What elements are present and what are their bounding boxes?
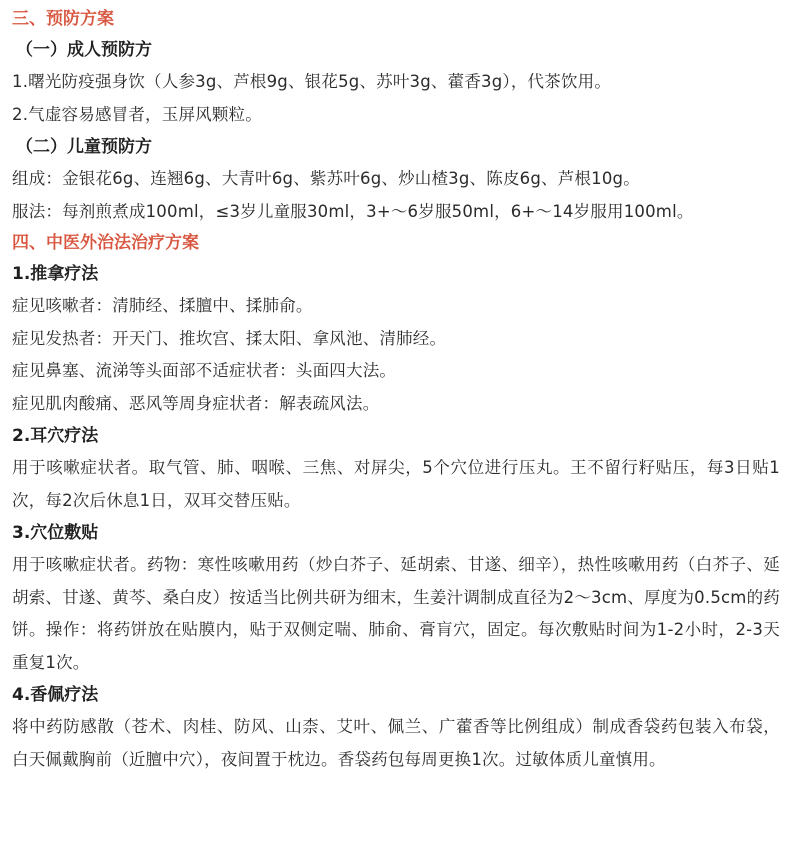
section-title-prevention: 三、预防方案 [12, 9, 114, 29]
subsection-title-acupoint-patch: 3.穴位敷贴 [12, 523, 99, 543]
subsection-title-adult: （一）成人预防方 [16, 40, 152, 60]
massage-item-fever: 症见发热者：开天门、推坎宫、揉太阳、拿风池、清肺经。 [12, 328, 447, 348]
section-title-external-treatment: 四、中医外治法治疗方案 [12, 233, 199, 253]
massage-item-nasal: 症见鼻塞、流涕等头面部不适症状者：头面四大法。 [12, 361, 397, 380]
subsection-title-ear-acupoint: 2.耳穴疗法 [12, 426, 99, 446]
sachet-text: 将中药防感散（苍术、肉桂、防风、山柰、艾叶、佩兰、广藿香等比例组成）制成香袋药包装入布袋，白天佩戴胸前（近膻中穴），夜间置于枕边。香袋药包每周更换1次。过敏体质儿童慎用。 [12, 717, 780, 769]
subsection-title-child: （二）儿童预防方 [16, 137, 152, 157]
child-usage: 服法：每剂煎煮成100ml，≤3岁儿童服30ml，3+～6岁服50ml，6+～14岁服用100ml。 [12, 201, 694, 221]
ear-acupoint-text: 用于咳嗽症状者。取气管、肺、咽喉、三焦、对屏尖，5个穴位进行压丸。王不留行籽贴压，每3日贴1次，每2次后休息1日，双耳交替压贴。 [12, 458, 780, 510]
subsection-title-sachet: 4.香佩疗法 [12, 685, 99, 705]
adult-prescription-2: 2.气虚容易感冒者，玉屏风颗粒。 [12, 104, 262, 124]
massage-item-muscle: 症见肌肉酸痛、恶风等周身症状者：解表疏风法。 [12, 393, 380, 413]
subsection-title-massage: 1.推拿疗法 [12, 264, 99, 284]
child-composition: 组成：金银花6g、连翘6g、大青叶6g、紫苏叶6g、炒山楂3g、陈皮6g、芦根10g。 [12, 169, 640, 188]
adult-prescription-1: 1.曙光防疫强身饮（人参3g、芦根9g、银花5g、苏叶3g、藿香3g），代茶饮用。 [12, 72, 612, 91]
acupoint-patch-text: 用于咳嗽症状者。药物：寒性咳嗽用药（炒白芥子、延胡索、甘遂、细辛），热性咳嗽用药（白芥子、延胡索、甘遂、黄芩、桑白皮）按适当比例共研为细末，生姜汁调制成直径为2～3cm、厚度为0.5cm的药饼。操作：将药饼放在贴膜内，贴于双侧定喘、肺俞、膏肓穴，固定。每次敷贴时间为1-2小时，2-3天重复1次。 [12, 555, 780, 672]
massage-item-cough: 症见咳嗽者：清肺经、揉膻中、揉肺俞。 [12, 296, 313, 315]
